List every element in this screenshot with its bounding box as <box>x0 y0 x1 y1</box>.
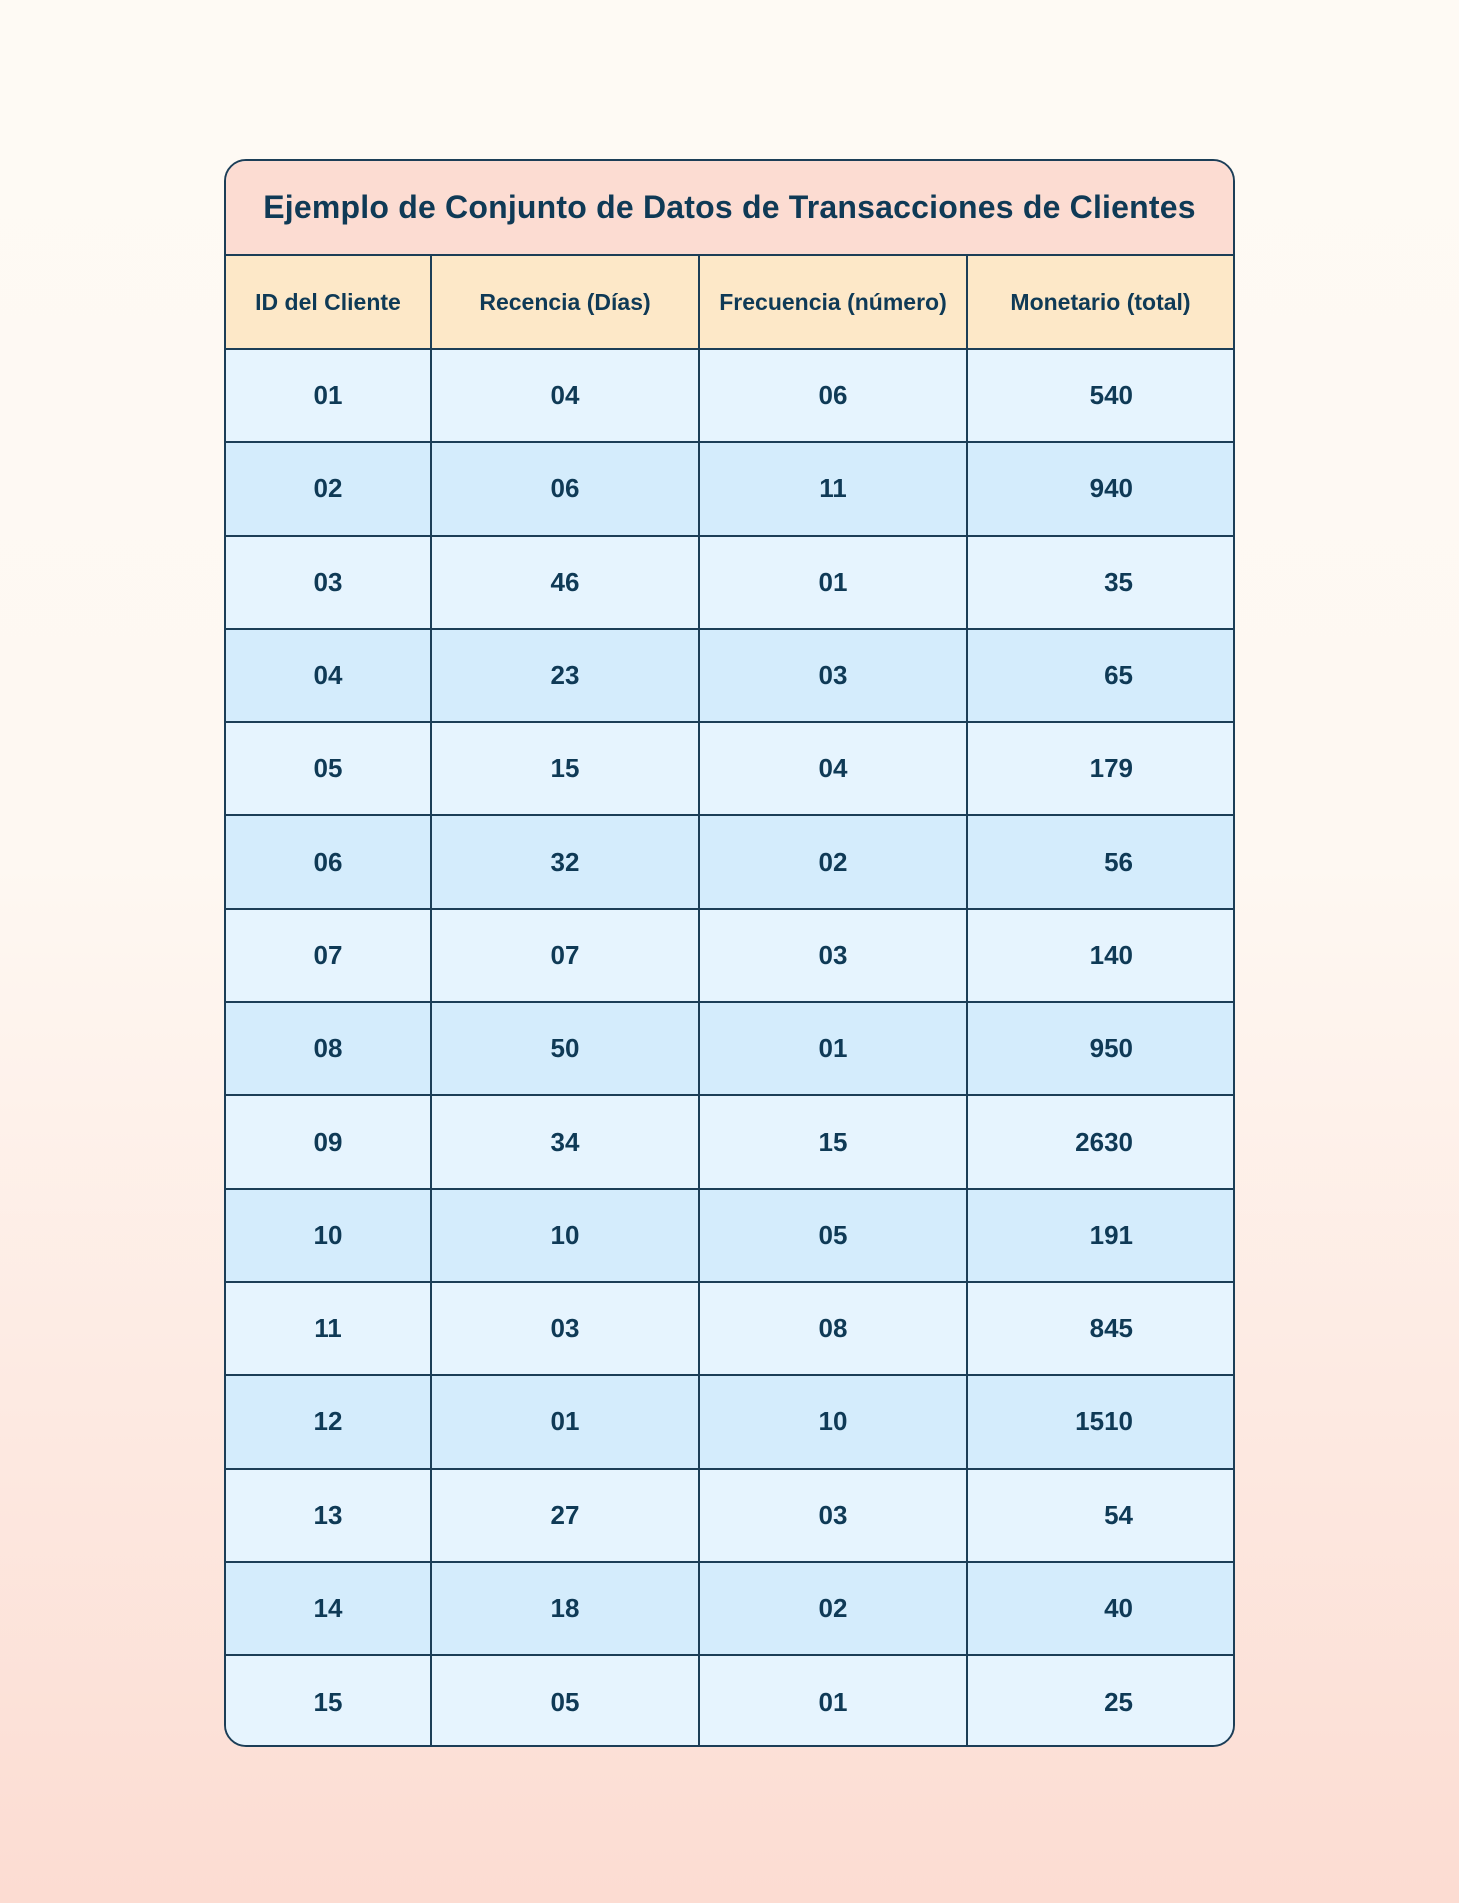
cell-recency: 05 <box>431 1655 699 1747</box>
cell-monetary: 56 <box>967 815 1233 908</box>
table-title-bar <box>226 161 1233 256</box>
cell-recency: 23 <box>431 629 699 722</box>
cell-recency: 03 <box>431 1282 699 1375</box>
table-row <box>226 1002 1233 1095</box>
cell-monetary: 25 <box>967 1655 1233 1747</box>
cell-monetary: 54 <box>967 1469 1233 1562</box>
cell-frequency: 01 <box>699 1655 967 1747</box>
cell-customer-id: 11 <box>226 1282 431 1375</box>
cell-customer-id: 04 <box>226 629 431 722</box>
cell-frequency: 02 <box>699 815 967 908</box>
cell-monetary: 845 <box>967 1282 1233 1375</box>
cell-customer-id: 15 <box>226 1655 431 1747</box>
table-row <box>226 1562 1233 1655</box>
cell-frequency: 06 <box>699 349 967 442</box>
table-title: Ejemplo de Conjunto de Datos de Transacciones de Clientes <box>263 189 1196 225</box>
cell-recency: 15 <box>431 722 699 815</box>
cell-recency: 46 <box>431 536 699 629</box>
cell-customer-id: 02 <box>226 442 431 535</box>
cell-frequency: 01 <box>699 536 967 629</box>
cell-recency: 27 <box>431 1469 699 1562</box>
cell-frequency: 03 <box>699 909 967 1002</box>
cell-customer-id: 09 <box>226 1095 431 1188</box>
table-row <box>226 629 1233 722</box>
table-header-row <box>226 256 1233 349</box>
cell-recency: 07 <box>431 909 699 1002</box>
header-monetary: Monetario (total) <box>967 256 1233 349</box>
cell-recency: 06 <box>431 442 699 535</box>
cell-monetary: 140 <box>967 909 1233 1002</box>
data-table-card <box>224 159 1235 1747</box>
cell-recency: 10 <box>431 1189 699 1282</box>
cell-frequency: 11 <box>699 442 967 535</box>
cell-frequency: 02 <box>699 1562 967 1655</box>
cell-customer-id: 06 <box>226 815 431 908</box>
table-row <box>226 1282 1233 1375</box>
cell-monetary: 191 <box>967 1189 1233 1282</box>
cell-monetary: 940 <box>967 442 1233 535</box>
cell-frequency: 08 <box>699 1282 967 1375</box>
cell-recency: 01 <box>431 1375 699 1468</box>
cell-customer-id: 03 <box>226 536 431 629</box>
table-row <box>226 1469 1233 1562</box>
cell-recency: 50 <box>431 1002 699 1095</box>
cell-customer-id: 08 <box>226 1002 431 1095</box>
cell-monetary: 35 <box>967 536 1233 629</box>
header-frequency: Frecuencia (número) <box>699 256 967 349</box>
cell-recency: 34 <box>431 1095 699 1188</box>
table-row <box>226 815 1233 908</box>
table-row <box>226 909 1233 1002</box>
table-row <box>226 442 1233 535</box>
cell-frequency: 03 <box>699 1469 967 1562</box>
cell-customer-id: 01 <box>226 349 431 442</box>
table-row <box>226 1375 1233 1468</box>
cell-recency: 18 <box>431 1562 699 1655</box>
cell-frequency: 01 <box>699 1002 967 1095</box>
cell-frequency: 04 <box>699 722 967 815</box>
table-row <box>226 1095 1233 1188</box>
header-recency: Recencia (Días) <box>431 256 699 349</box>
cell-frequency: 10 <box>699 1375 967 1468</box>
header-customer-id: ID del Cliente <box>226 256 431 349</box>
cell-frequency: 05 <box>699 1189 967 1282</box>
cell-monetary: 40 <box>967 1562 1233 1655</box>
cell-monetary: 65 <box>967 629 1233 722</box>
cell-customer-id: 12 <box>226 1375 431 1468</box>
table-row <box>226 722 1233 815</box>
customer-transactions-table <box>226 256 1233 1747</box>
table-body <box>226 349 1233 1747</box>
table-row <box>226 1655 1233 1747</box>
cell-monetary: 1510 <box>967 1375 1233 1468</box>
cell-monetary: 950 <box>967 1002 1233 1095</box>
cell-customer-id: 14 <box>226 1562 431 1655</box>
cell-monetary: 179 <box>967 722 1233 815</box>
cell-recency: 32 <box>431 815 699 908</box>
table-row <box>226 349 1233 442</box>
cell-customer-id: 07 <box>226 909 431 1002</box>
cell-customer-id: 05 <box>226 722 431 815</box>
table-row <box>226 536 1233 629</box>
cell-customer-id: 10 <box>226 1189 431 1282</box>
cell-monetary: 540 <box>967 349 1233 442</box>
cell-frequency: 03 <box>699 629 967 722</box>
cell-monetary: 2630 <box>967 1095 1233 1188</box>
cell-recency: 04 <box>431 349 699 442</box>
cell-frequency: 15 <box>699 1095 967 1188</box>
table-row <box>226 1189 1233 1282</box>
cell-customer-id: 13 <box>226 1469 431 1562</box>
